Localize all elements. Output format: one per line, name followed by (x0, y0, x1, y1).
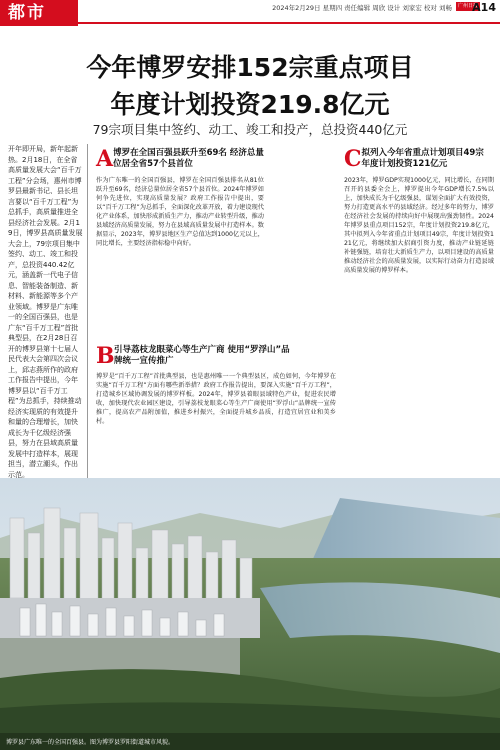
section-c-title: 拟列入今年省重点计划项目49宗 年度计划投资121亿元 (361, 148, 484, 169)
section-a-text: 作为广东唯一的全国百强县，博罗在全国百强县排名从81位跃升至69名，经济总量位居全省57个县首位。2024年博罗如何争先进位，实现高质量发展？政府工作报告中提出，要以“百千万工程”为总抓手，全面深化改革开放，着力建设现代化产业体系，加快形成新质生产力，推动产业转型升级，推动县域经济高质量发展，努力在县域高质量发展中打造样本。数据显示，2023年，博罗县地区生产总值达到1000亿元以上，同比增长，主要经济指标稳中向好。 (96, 177, 264, 247)
subheadline: 79宗项目集中签约、动工、竣工和投产，总投资440亿元 (92, 122, 408, 137)
section-b-title: 引导荔枝龙眼菜心等生产广商 使用“罗浮山”品牌统一宣传推广 (114, 345, 290, 366)
headline-line-1: 今年博罗安排152宗重点项目 (86, 53, 414, 82)
section-b-head (96, 345, 296, 367)
masthead (0, 0, 500, 28)
page-number: A14 (472, 1, 496, 14)
photo-caption: 博罗县广东唯一的全国百强县。图为博罗县罗阳街道城市风貌。 (6, 739, 175, 746)
section-a-continued (272, 148, 338, 328)
city-photo-illustration (0, 478, 500, 750)
section-c-letter: C (344, 146, 362, 172)
date-line (272, 3, 452, 12)
editor-credits: 责任编辑 周欣 设计 刘家宏 校对 刘畅 (344, 4, 452, 12)
section-b-letter: B (96, 343, 115, 369)
masthead-rule (78, 22, 500, 24)
section-a-title: 博罗在全国百强县跃升至69名 经济总量位居全省57个县首位 (113, 148, 264, 169)
lead-column: 开年即开局，新年起新热。2月18日，在全省高质量发展大会“百千万工程”分会场，惠州市博罗县最新书记、县长坦言要以“百千万工程”为总抓手，高质量推进全县经济社会发展。2月19日，博罗县高质量发展大会上，79宗项目集中签约、动工、竣工和投产，总投资440.42亿元，涵盖新一代电子信息、智能装备制造、新材料、新能源等多个产业领域。博罗是广东唯一的全国百强县，也是广东“百千万工程”首批典型县，在2月28日召开的博罗县第十七届人民代表大会第四次会议上，邱志燕所作的政府工作报告中提出，今年博罗县以“百千万工程”为总抓手，持续推动经济实现质的有效提升和量的合理增长，加快成长为千亿级经济强县，努力在县域高质量发展中打造样本，展现担当，潜立潮头，作出示范。 (8, 144, 88, 574)
headline-line-2: 年度计划投资219.8亿元 (110, 90, 390, 119)
section-a-letter: A (96, 146, 114, 172)
paper-badge: 广州日报 (457, 3, 478, 9)
section-tab: 都市 (0, 0, 78, 26)
issue-date: 2024年2月29日 星期四 (272, 4, 343, 12)
city-photo (0, 478, 500, 750)
section-c-text: 2023年，博罗GDP实现1000亿元，同比增长，在同期召开的县委全会上，博罗提出今年GDP增长7.5%以上，加快成长为千亿级强县，谋划全面扩大有效投资，努力打造更高水平的县域经济。经过多年的努力，博罗在经济社会发展的持续向好中展现出强劲韧性。2024年博罗县重点项目152宗，年度计划投资219.8亿元，其中拟列入今年省重点计划项目49宗，年度计划投资121亿元，将继续加大招商引资力度，推动产业链延链补链强链，培育壮大新质生产力，以项目建设的高质量推动经济社会的高质量发展，以实际行动奋力打造县域高质量发展的博罗样本。 (344, 177, 494, 274)
section-a-head (96, 148, 266, 170)
section-b-text: 博罗是“百千万工程”首批典型县，也是惠州唯一一个典型县区，成色如何，今年博罗在实施“百千万工程”方面有哪些新举措？政府工作报告提出，要深入实施“百千万工程”，打造城乡区域协调发展的博罗样板。2024年，博罗县着眼县域特色产业，促进农民增收，加快现代农业园区建设，引导荔枝龙眼菜心等生产广商使用“罗浮山”品牌统一宣传推广，提高农产品附加值，推进乡村振兴，全面提升城乡品质，打造宜居宜业和美乡村。 (96, 373, 336, 425)
section-c-head (344, 148, 494, 170)
